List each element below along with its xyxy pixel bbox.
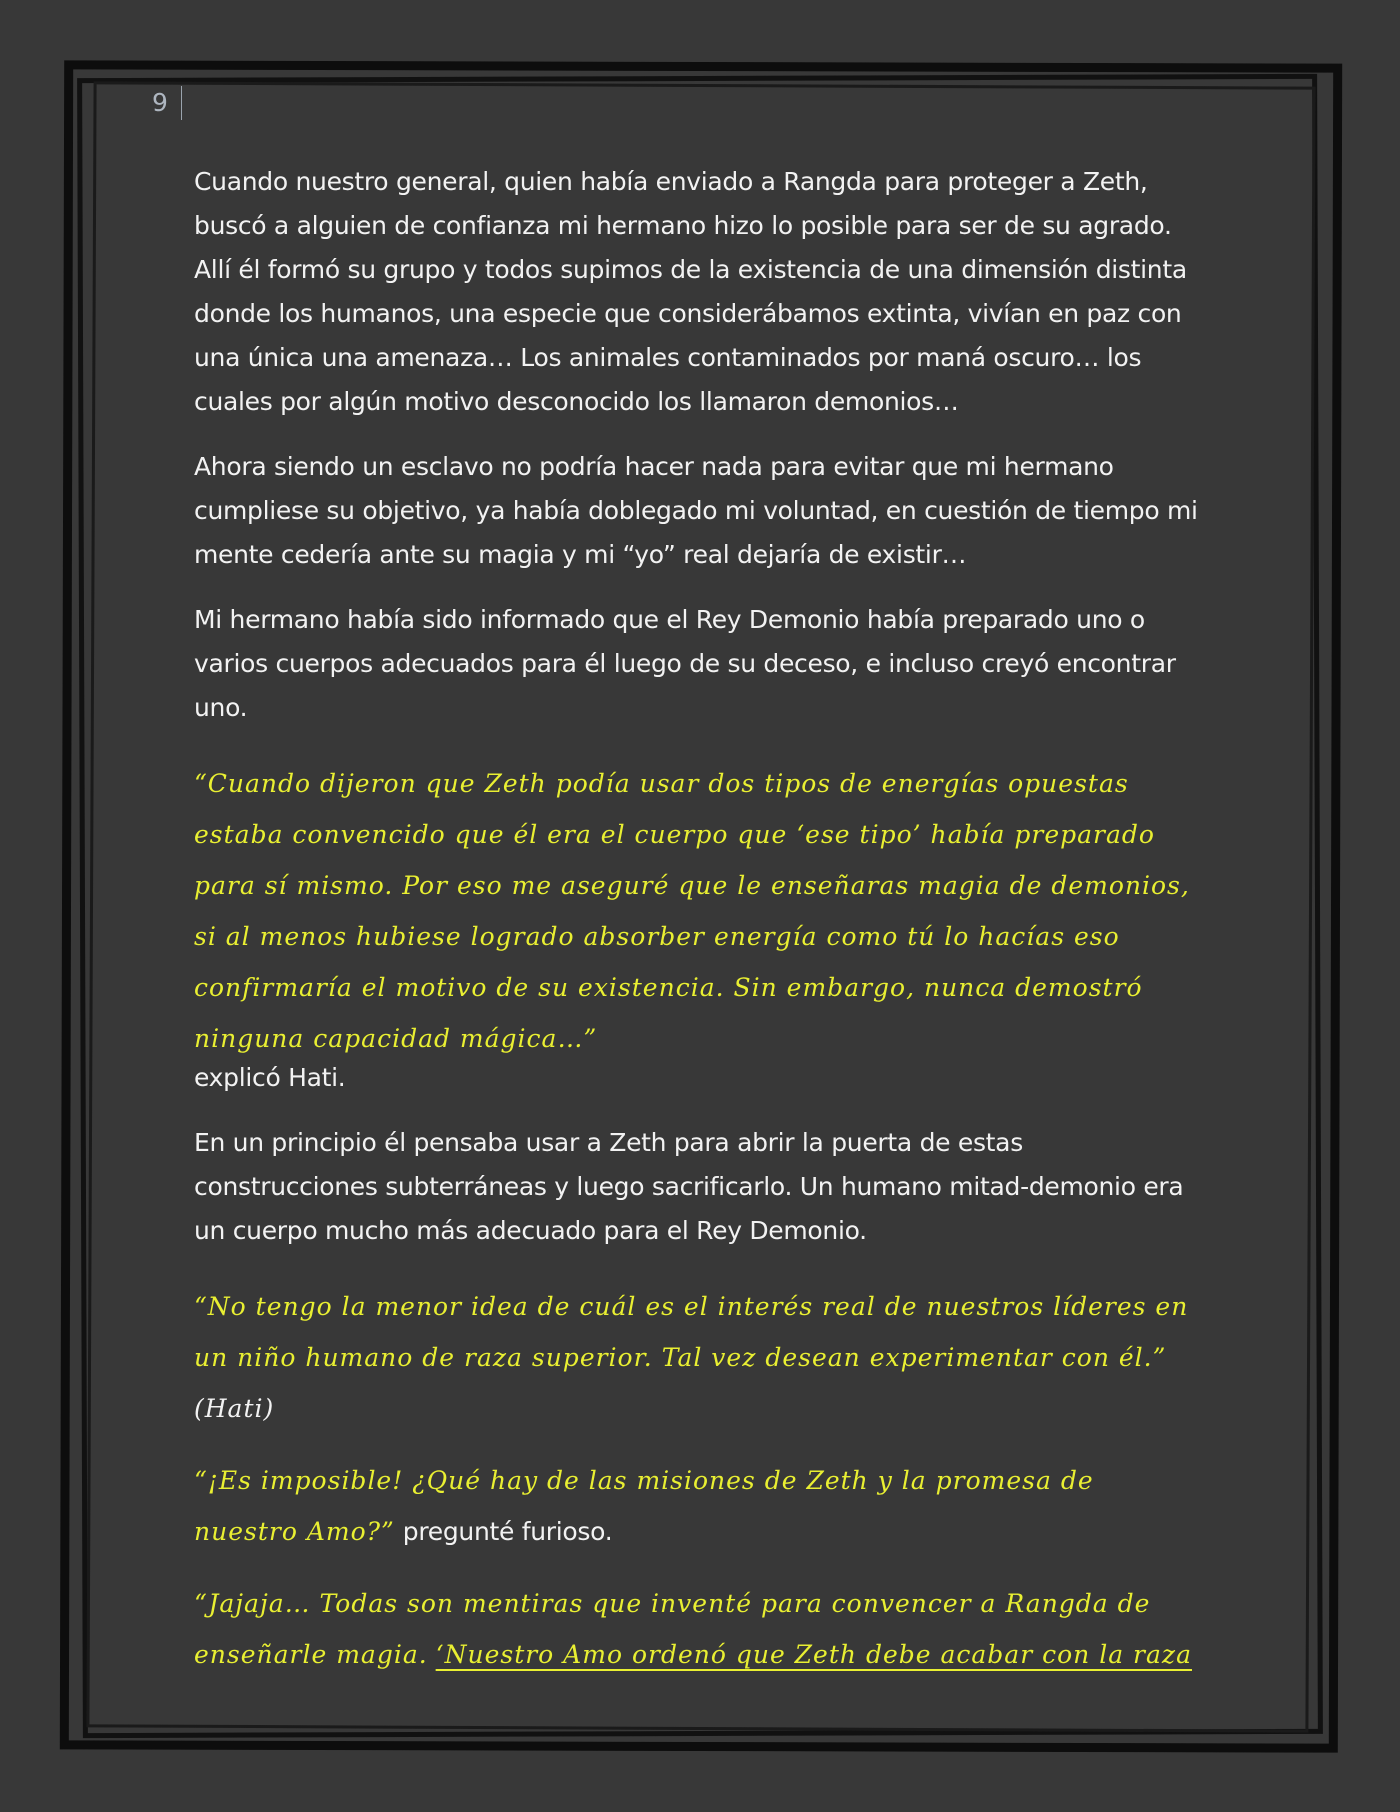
dialogue-quote-underlined: ‘Nuestro Amo ordenó que Zeth debe acabar con la raza — [435, 1640, 1192, 1669]
dialogue-quote: “Jajaja… Todas son mentiras que inventé para convencer a Rangda de enseñarle magia. — [194, 1589, 1151, 1669]
dialogue-paragraph-3 — [194, 1455, 1204, 1557]
dialogue-quote: “¡Es imposible! ¿Qué hay de las misiones de Zeth y la promesa de nuestro Amo?” — [194, 1466, 1094, 1546]
dialogue-quote: “No tengo la menor idea de cuál es el interés real de nuestros líderes en un niño humano de raza superior. Tal vez desean experimentar con él.” — [194, 1292, 1189, 1372]
narration-paragraph-1: Cuando nuestro general, quien había enviado a Rangda para proteger a Zeth, buscó a alguien de confianza mi hermano hizo lo posible para ser de su agrado. Allí él formó su grupo y todos supimos de la existencia de una dimensión distinta donde los humanos, una especie que considerábamos extinta, vivían en paz con una única una amenaza… Los animales contaminados por maná oscuro… los cuales por algún motivo desconocido los llamaron demonios… — [194, 167, 1187, 416]
dialogue-quote: “Cuando dijeron que Zeth podía usar dos tipos de energías opuestas estaba convencido que él era el cuerpo que ‘ese tipo’ había preparado para sí mismo. Por eso me aseguré que le enseñaras magia de demonios, si al menos hubiese logrado absorber energía como tú lo hacías eso confirmaría el motivo de su existencia. Sin embargo, nunca demostró ninguna capacidad mágica…” — [194, 769, 1190, 1053]
page-number: 9 — [148, 86, 182, 120]
dialogue-paragraph-4 — [194, 1578, 1204, 1680]
narration-paragraph-3: Mi hermano había sido informado que el Rey Demonio había preparado uno o varios cuerpos adecuados para él luego de su deceso, e incluso creyó encontrar uno. — [194, 605, 1176, 722]
speaker-tag: (Hati) — [194, 1394, 275, 1423]
narration-paragraph-2: Ahora siendo un esclavo no podría hacer nada para evitar que mi hermano cumpliese su objetivo, ya había doblegado mi voluntad, en cuestión de tiempo mi mente cedería ante su magia y mi “yo” real dejaría de existir… — [194, 452, 1198, 569]
narration-paragraph-4: En un principio él pensaba usar a Zeth para abrir la puerta de estas construcciones subterráneas y luego sacrificarlo. Un humano mitad-demonio era un cuerpo mucho más adecuado para el Rey Demonio. — [194, 1128, 1184, 1245]
page-body — [194, 160, 1204, 1680]
dialogue-paragraph-1 — [194, 758, 1204, 1064]
dialogue-attribution: pregunté furioso. — [402, 1517, 613, 1546]
dialogue-paragraph-2 — [194, 1281, 1204, 1434]
dialogue-attribution: explicó Hati. — [194, 1063, 346, 1092]
